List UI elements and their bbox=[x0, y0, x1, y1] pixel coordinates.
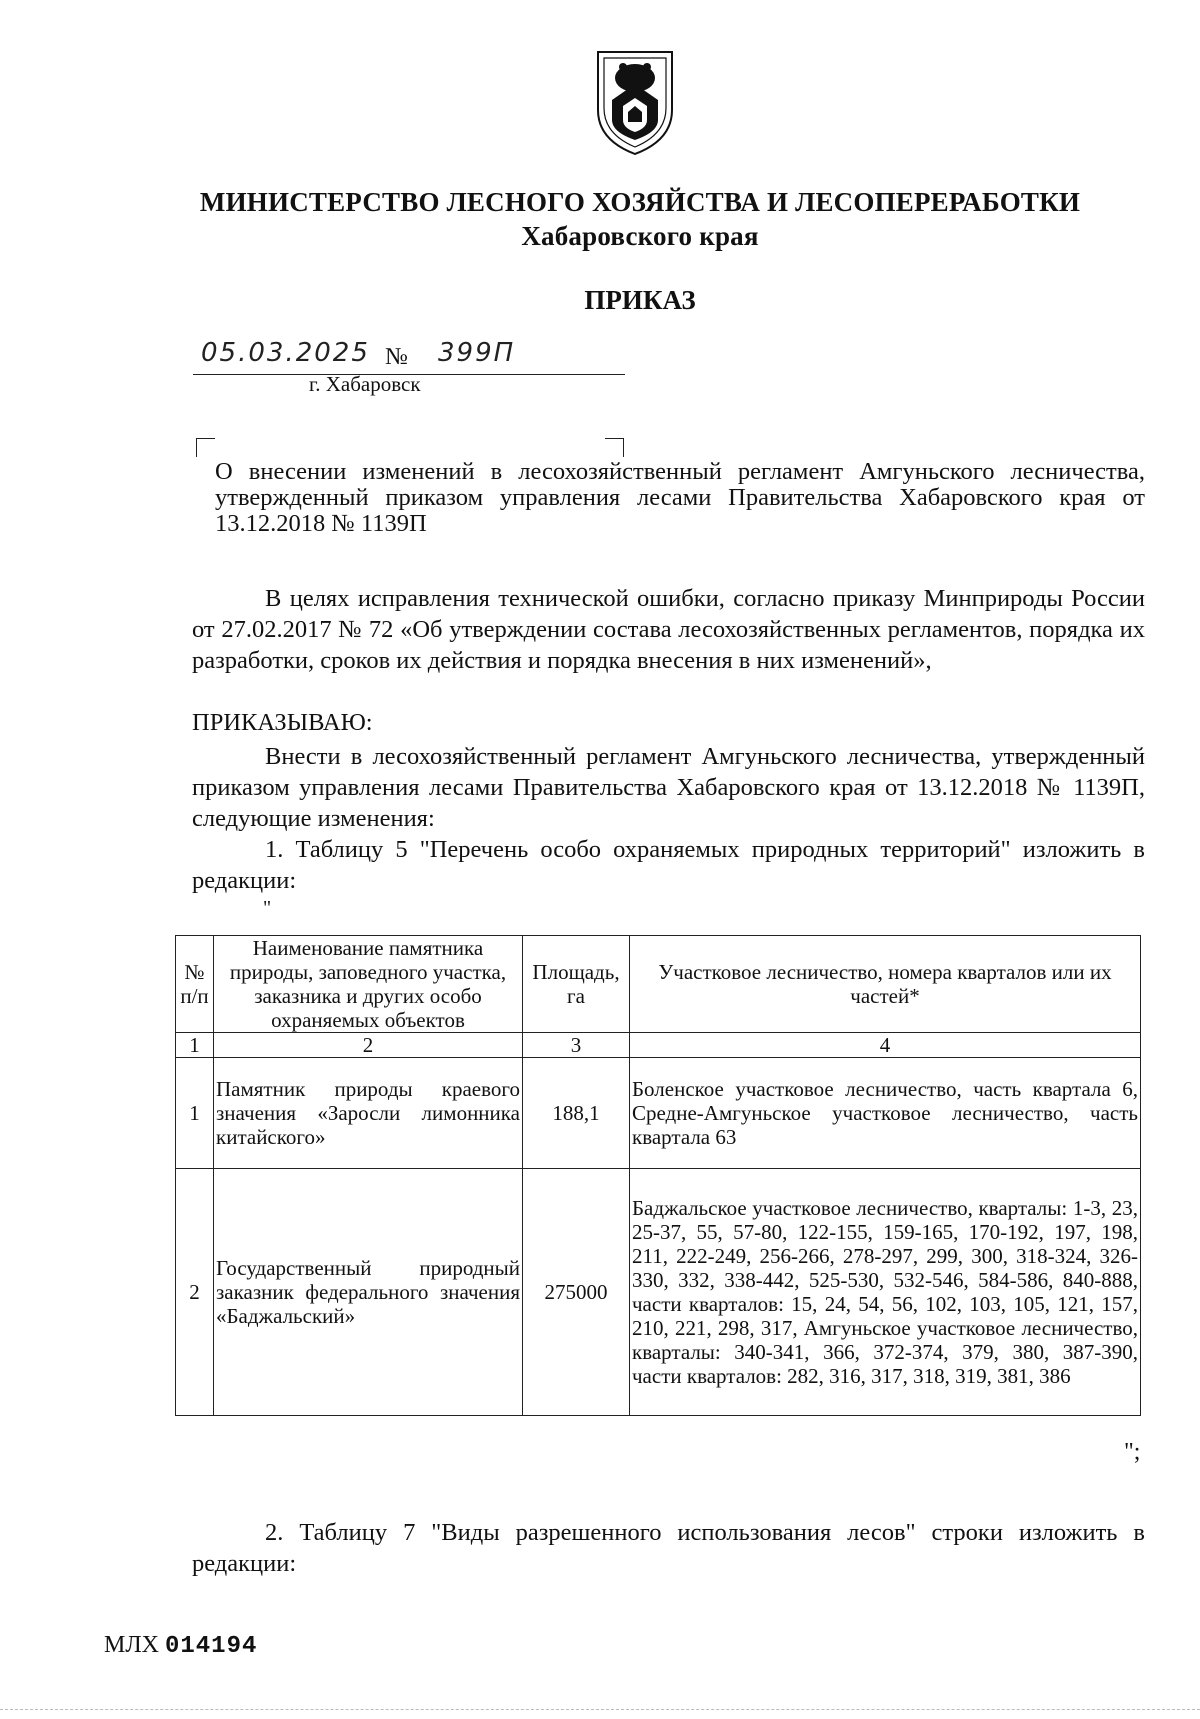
header-name: Наименование памятника природы, заповедного участка, заказника и других особо охраняемых объектов bbox=[214, 936, 523, 1033]
table-row bbox=[176, 1169, 1141, 1416]
order-number: 399П bbox=[438, 338, 516, 368]
quote-close: "; bbox=[1124, 1439, 1141, 1465]
row-number: 2 bbox=[176, 1169, 214, 1416]
ministry-region: Хабаровского края bbox=[521, 221, 759, 251]
item-1-paragraph: 1. Таблицу 5 "Перечень особо охраняемых природных территорий" изложить в редакции: bbox=[192, 836, 1145, 894]
blank-series: МЛХ bbox=[104, 1632, 159, 1658]
row-area: 275000 bbox=[523, 1169, 630, 1416]
row-forestry: Баджальское участковое лесничество, кварталы: 1-3, 23, 25-37, 55, 57-80, 122-155, 159-165, 170-192, 197, 198, 211, 222-249, 256-266, 278-297, 299, 300, 318-324, 326-330, 332, 338-442, 525-530, 532-546, 584-586, 840-888, части кварталов: 15, 24, 54, 56, 102, 103, 105, 121, 157, 210, 221, 298, 317, Амгуньское участковое лесничество, кварталы: 340-341, 366, 372-374, 379, 380, 387-390, части кварталов: 282, 316, 317, 318, 319, 381, 386 bbox=[630, 1169, 1141, 1416]
ministry-name: МИНИСТЕРСТВО ЛЕСНОГО ХОЗЯЙСТВА И ЛЕСОПЕРЕРАБОТКИ bbox=[199, 187, 1081, 217]
blank-serial-number: 014194 bbox=[164, 1633, 258, 1660]
row-name: Памятник природы краевого значения «Заросли лимонника китайского» bbox=[214, 1058, 523, 1169]
subject-bracket-left bbox=[196, 438, 215, 457]
table-row bbox=[176, 1058, 1141, 1169]
header-number: № п/п bbox=[176, 936, 214, 1033]
order-word: ПРИКАЗЫВАЮ: bbox=[192, 709, 373, 736]
order-subject: О внесении изменений в лесохозяйственный регламент Амгуньского лесничества, утвержденный приказом управления лесами Правительства Хабаровского края от 13.12.2018 № 1139П bbox=[215, 458, 1145, 537]
preamble-paragraph: В целях исправления технической ошибки, согласно приказу Минприроды России от 27.02.2017 № 72 «Об утверждении состава лесохозяйственных регламентов, порядка их разработки, сроков их действия и порядка внесения в них изменений», bbox=[192, 585, 1145, 674]
page-edge bbox=[0, 1709, 1200, 1710]
city: г. Хабаровск bbox=[309, 372, 421, 396]
blank-serial bbox=[104, 1632, 257, 1660]
protected-areas-table bbox=[175, 935, 1141, 1416]
date-number-line bbox=[193, 336, 625, 375]
row-number: 1 bbox=[176, 1058, 214, 1169]
col-number: 2 bbox=[214, 1033, 523, 1058]
row-area: 188,1 bbox=[523, 1058, 630, 1169]
col-number: 4 bbox=[630, 1033, 1141, 1058]
subject-bracket-right bbox=[605, 438, 624, 457]
row-name: Государственный природный заказник федерального значения «Баджальский» bbox=[214, 1169, 523, 1416]
header-area: Площадь, га bbox=[523, 936, 630, 1033]
table-header-row bbox=[176, 936, 1141, 1033]
document-type: ПРИКАЗ bbox=[584, 285, 696, 315]
coat-of-arms-icon bbox=[590, 48, 680, 158]
order-paragraph: Внести в лесохозяйственный регламент Амгуньского лесничества, утвержденный приказом управления лесами Правительства Хабаровского края от 13.12.2018 № 1139П, следующие изменения: bbox=[192, 743, 1145, 832]
order-date: 05.03.2025 bbox=[201, 338, 370, 368]
col-number: 3 bbox=[523, 1033, 630, 1058]
quote-open: " bbox=[263, 897, 272, 919]
col-number: 1 bbox=[176, 1033, 214, 1058]
table-column-numbers bbox=[176, 1033, 1141, 1058]
row-forestry: Боленское участковое лесничество, часть квартала 6, Средне-Амгуньское участковое лесничество, часть квартала 63 bbox=[630, 1058, 1141, 1169]
header-forestry: Участковое лесничество, номера кварталов или их частей* bbox=[630, 936, 1141, 1033]
number-sign: № bbox=[385, 344, 408, 370]
item-2-paragraph: 2. Таблицу 7 "Виды разрешенного использования лесов" строки изложить в редакции: bbox=[192, 1519, 1145, 1577]
